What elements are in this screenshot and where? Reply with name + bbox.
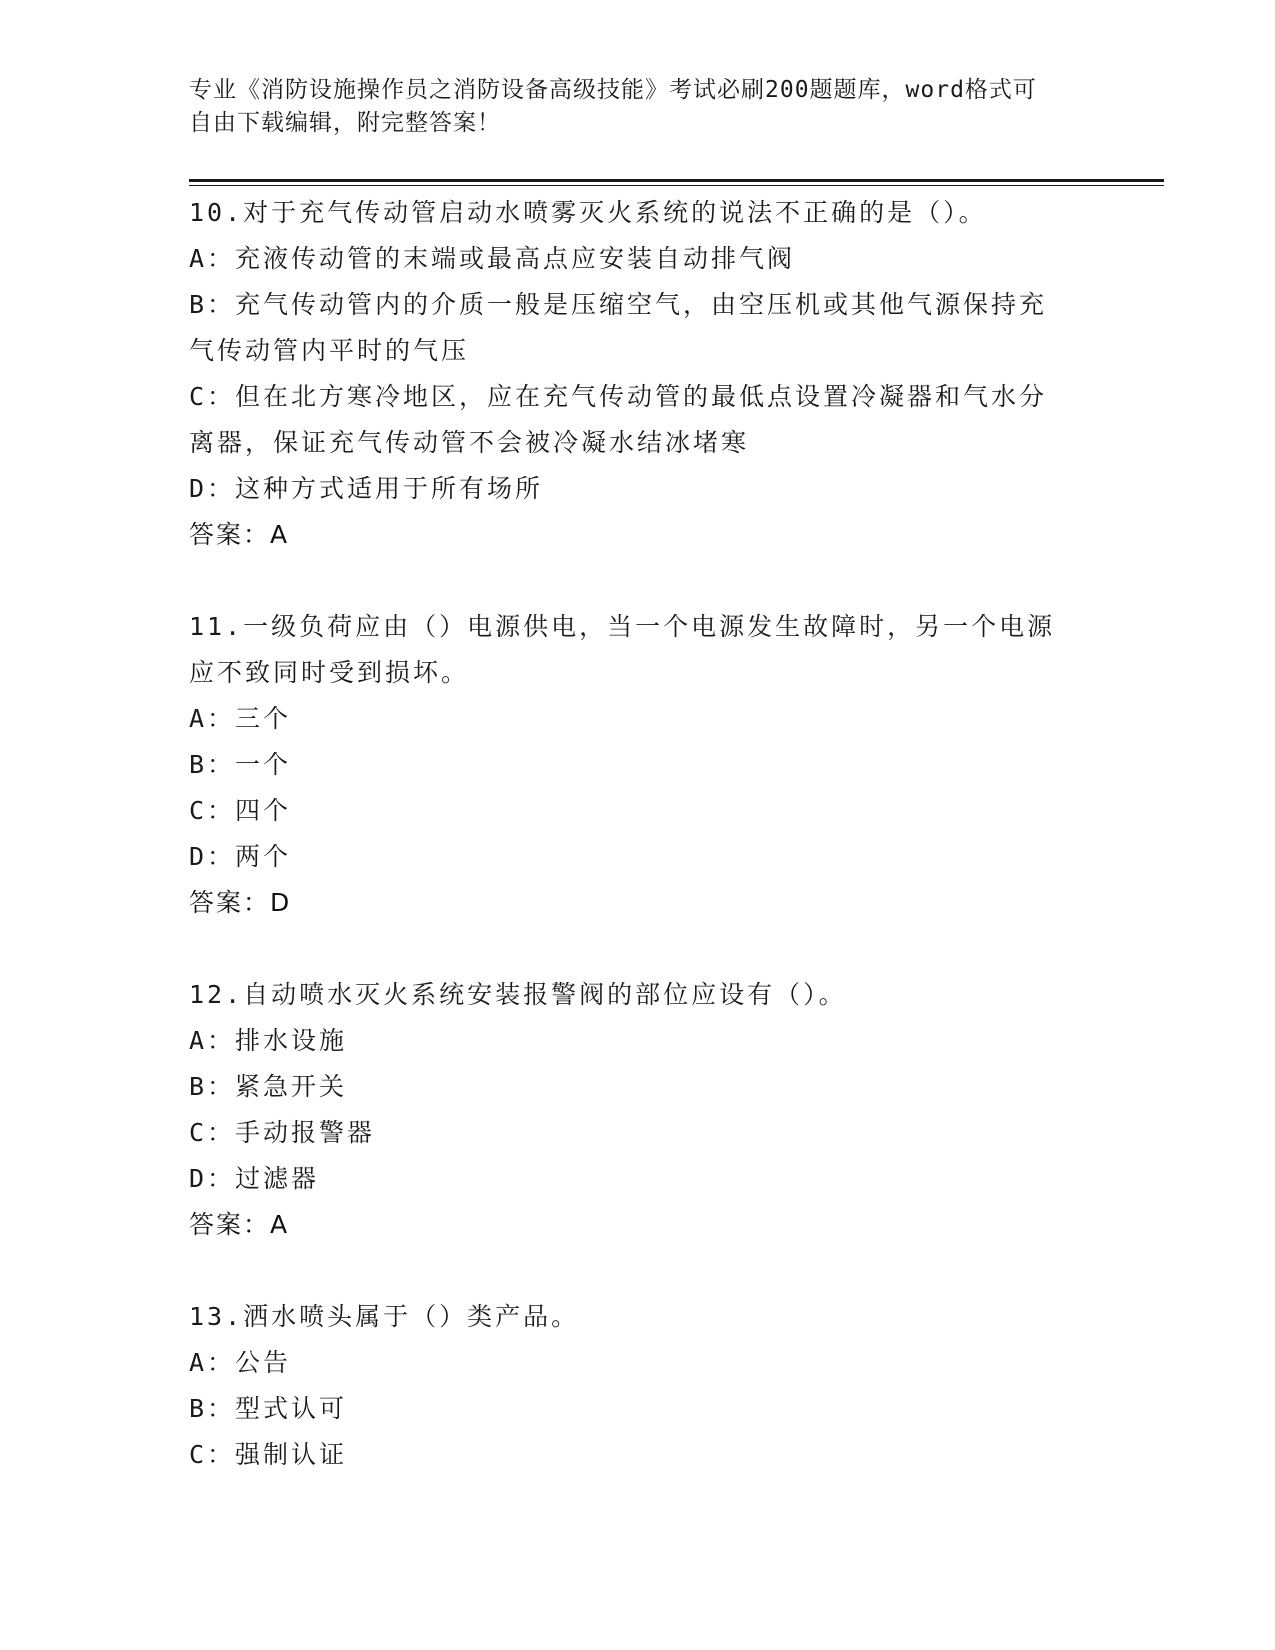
- question-block: [189, 1294, 1089, 1478]
- answer-key: 答案：A: [189, 520, 290, 549]
- header-line-1: 专业《消防设施操作员之消防设备高级技能》考试必刷200题题库，word格式可: [189, 77, 1037, 103]
- answer-option: C：四个: [189, 796, 292, 825]
- answer-option: D：过滤器: [189, 1164, 320, 1193]
- question-stem: 12.自动喷水灭火系统安装报警阀的部位应设有（）。: [189, 980, 847, 1009]
- answer-option: A：充液传动管的末端或最高点应安装自动排气阀: [189, 244, 796, 273]
- question-block: [189, 604, 1089, 926]
- answer-option: C：手动报警器: [189, 1118, 376, 1147]
- answer-option: 气传动管内平时的气压: [189, 336, 470, 365]
- header-divider-thin: [189, 185, 1164, 186]
- answer-option: A：排水设施: [189, 1026, 348, 1055]
- answer-key: 答案：D: [189, 888, 292, 917]
- answer-option: A：公告: [189, 1348, 292, 1377]
- question-stem: 13.洒水喷头属于（）类产品。: [189, 1302, 580, 1331]
- answer-option: C：但在北方寒冷地区，应在充气传动管的最低点设置冷凝器和气水分: [189, 382, 1048, 411]
- answer-option: B：充气传动管内的介质一般是压缩空气，由空压机或其他气源保持充: [189, 290, 1048, 319]
- question-stem: 应不致同时受到损坏。: [189, 658, 470, 687]
- document-header: [189, 74, 1089, 140]
- answer-option: C：强制认证: [189, 1440, 348, 1469]
- answer-option: D：这种方式适用于所有场所: [189, 474, 544, 503]
- answer-key: 答案：A: [189, 1210, 290, 1239]
- header-line-2: 自由下载编辑，附完整答案！: [189, 110, 501, 136]
- header-divider-thick: [189, 179, 1164, 182]
- answer-option: 离器，保证充气传动管不会被冷凝水结冰堵寒: [189, 428, 750, 457]
- answer-option: D：两个: [189, 842, 292, 871]
- answer-option: B：紧急开关: [189, 1072, 348, 1101]
- question-block: [189, 190, 1089, 558]
- question-stem: 10.对于充气传动管启动水喷雾灭火系统的说法不正确的是（）。: [189, 198, 987, 227]
- answer-option: B：一个: [189, 750, 292, 779]
- answer-option: A：三个: [189, 704, 292, 733]
- question-list: [189, 190, 1089, 1524]
- question-block: [189, 972, 1089, 1248]
- answer-option: B：型式认可: [189, 1394, 348, 1423]
- question-stem: 11.一级负荷应由（）电源供电，当一个电源发生故障时，另一个电源: [189, 612, 1056, 641]
